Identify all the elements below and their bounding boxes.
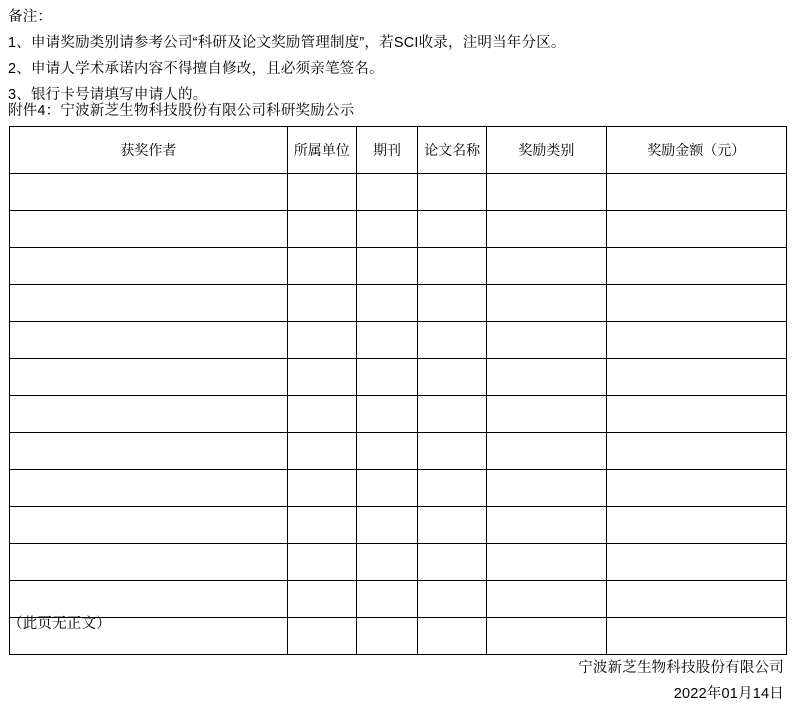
cell-unit[interactable] [287, 359, 356, 396]
award-table [9, 126, 787, 655]
cell-journal[interactable] [356, 618, 417, 655]
cell-award-type[interactable] [487, 359, 606, 396]
cell-unit[interactable] [287, 248, 356, 285]
cell-award-type[interactable] [487, 174, 606, 211]
signature-block [578, 655, 784, 707]
cell-unit[interactable] [287, 433, 356, 470]
cell-author[interactable] [10, 507, 288, 544]
cell-paper[interactable] [418, 581, 487, 618]
table-body [10, 174, 787, 655]
cell-unit[interactable] [287, 544, 356, 581]
column-header-award-type: 奖励类别 [487, 127, 606, 174]
cell-journal[interactable] [356, 470, 417, 507]
column-header-unit: 所属单位 [287, 127, 356, 174]
cell-award-type[interactable] [487, 544, 606, 581]
table-row [10, 470, 787, 507]
cell-unit[interactable] [287, 211, 356, 248]
company-name: 宁波新芝生物科技股份有限公司 [578, 660, 784, 676]
note-item-1: 1、申请奖励类别请参考公司“科研及论文奖励管理制度”，若SCI收录，注明当年分区。 [8, 35, 566, 51]
notes-heading: 备注： [8, 9, 53, 25]
cell-unit[interactable] [287, 285, 356, 322]
note-item-2: 2、申请人学术承诺内容不得擅自修改，且必须亲笔签名。 [8, 61, 384, 77]
cell-award-amount[interactable] [606, 396, 787, 433]
cell-award-type[interactable] [487, 618, 606, 655]
cell-paper[interactable] [418, 322, 487, 359]
cell-journal[interactable] [356, 211, 417, 248]
table-row [10, 211, 787, 248]
cell-award-amount[interactable] [606, 285, 787, 322]
cell-author[interactable] [10, 359, 288, 396]
attachment-title: 附件4：宁波新芝生物科技股份有限公司科研奖励公示 [8, 103, 355, 119]
cell-paper[interactable] [418, 507, 487, 544]
cell-paper[interactable] [418, 174, 487, 211]
signature-date: 2022年01月14日 [673, 686, 784, 702]
table-row [10, 248, 787, 285]
cell-award-amount[interactable] [606, 359, 787, 396]
cell-journal[interactable] [356, 174, 417, 211]
cell-paper[interactable] [418, 396, 487, 433]
cell-unit[interactable] [287, 322, 356, 359]
cell-paper[interactable] [418, 211, 487, 248]
cell-award-type[interactable] [487, 470, 606, 507]
cell-author[interactable] [10, 470, 288, 507]
cell-journal[interactable] [356, 433, 417, 470]
cell-award-amount[interactable] [606, 470, 787, 507]
column-header-award-amount: 奖励金额（元） [606, 127, 787, 174]
table-row [10, 507, 787, 544]
cell-author[interactable] [10, 544, 288, 581]
cell-award-amount[interactable] [606, 322, 787, 359]
cell-author[interactable] [10, 211, 288, 248]
cell-journal[interactable] [356, 396, 417, 433]
cell-author[interactable] [10, 285, 288, 322]
column-header-journal: 期刊 [356, 127, 417, 174]
table-row [10, 433, 787, 470]
cell-award-amount[interactable] [606, 248, 787, 285]
cell-paper[interactable] [418, 248, 487, 285]
table-row [10, 618, 787, 655]
cell-journal[interactable] [356, 285, 417, 322]
table-row [10, 396, 787, 433]
table-header-row [10, 127, 787, 174]
table-header [10, 127, 787, 174]
cell-award-type[interactable] [487, 322, 606, 359]
cell-unit[interactable] [287, 507, 356, 544]
cell-paper[interactable] [418, 470, 487, 507]
cell-unit[interactable] [287, 396, 356, 433]
cell-paper[interactable] [418, 285, 487, 322]
note-item-3: 3、银行卡号请填写申请人的。 [8, 87, 208, 103]
cell-award-amount[interactable] [606, 507, 787, 544]
cell-author[interactable] [10, 396, 288, 433]
table-row [10, 285, 787, 322]
cell-journal[interactable] [356, 581, 417, 618]
cell-paper[interactable] [418, 433, 487, 470]
cell-author[interactable] [10, 433, 288, 470]
cell-award-type[interactable] [487, 248, 606, 285]
cell-unit[interactable] [287, 174, 356, 211]
column-header-paper: 论文名称 [418, 127, 487, 174]
cell-journal[interactable] [356, 248, 417, 285]
table-row [10, 174, 787, 211]
cell-award-amount[interactable] [606, 211, 787, 248]
cell-award-type[interactable] [487, 507, 606, 544]
cell-award-amount[interactable] [606, 433, 787, 470]
table-row [10, 359, 787, 396]
cell-paper[interactable] [418, 618, 487, 655]
cell-journal[interactable] [356, 359, 417, 396]
cell-award-type[interactable] [487, 211, 606, 248]
cell-paper[interactable] [418, 544, 487, 581]
cell-journal[interactable] [356, 322, 417, 359]
no-body-text-note: （此页无正文） [8, 616, 111, 632]
cell-award-amount[interactable] [606, 618, 787, 655]
cell-award-type[interactable] [487, 433, 606, 470]
cell-author[interactable] [10, 174, 288, 211]
cell-award-type[interactable] [487, 285, 606, 322]
cell-unit[interactable] [287, 581, 356, 618]
cell-author[interactable] [10, 248, 288, 285]
table-row [10, 544, 787, 581]
cell-unit[interactable] [287, 470, 356, 507]
column-header-author: 获奖作者 [10, 127, 288, 174]
cell-author[interactable] [10, 322, 288, 359]
cell-award-amount[interactable] [606, 174, 787, 211]
notes-block [8, 4, 792, 108]
cell-paper[interactable] [418, 359, 487, 396]
cell-award-amount[interactable] [606, 581, 787, 618]
cell-award-type[interactable] [487, 396, 606, 433]
cell-award-type[interactable] [487, 581, 606, 618]
cell-journal[interactable] [356, 507, 417, 544]
table-row [10, 322, 787, 359]
cell-journal[interactable] [356, 544, 417, 581]
cell-unit[interactable] [287, 618, 356, 655]
table-row [10, 581, 787, 618]
cell-award-amount[interactable] [606, 544, 787, 581]
